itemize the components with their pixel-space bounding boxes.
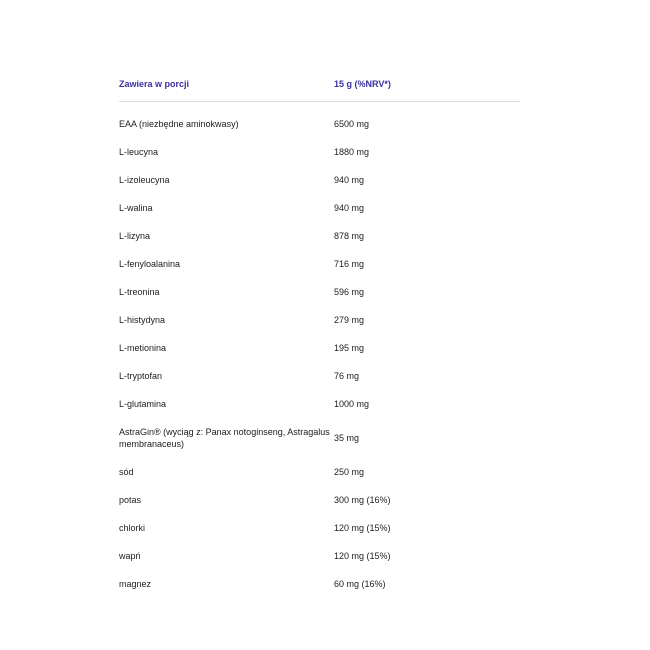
ingredient-value: 120 mg (15%) — [334, 551, 391, 561]
ingredient-name: AstraGin® (wyciąg z: Panax notoginseng, Astragalus membranaceus) — [119, 427, 330, 449]
ingredient-value: 76 mg — [334, 371, 360, 381]
ingredient-value: 279 mg — [334, 315, 365, 325]
ingredient-value: 1880 mg — [334, 147, 370, 157]
table-row — [119, 334, 520, 362]
table-row — [119, 570, 520, 598]
header-ingredient: Zawiera w porcji — [119, 66, 334, 102]
ingredient-name: L-izoleucyna — [119, 175, 170, 185]
ingredient-value: 6500 mg — [334, 119, 370, 129]
header-per-serving: 15 g (%NRV*) — [334, 66, 520, 102]
ingredient-name: chlorki — [119, 523, 146, 533]
table-row — [119, 110, 520, 138]
ingredient-name: L-glutamina — [119, 399, 167, 409]
table-row — [119, 138, 520, 166]
table-row — [119, 306, 520, 334]
table-row — [119, 514, 520, 542]
ingredient-name: L-walina — [119, 203, 153, 213]
ingredient-name: L-lizyna — [119, 231, 151, 241]
table-row — [119, 542, 520, 570]
ingredient-value: 120 mg (15%) — [334, 523, 391, 533]
ingredient-name: L-treonina — [119, 287, 160, 297]
ingredient-name: EAA (niezbędne aminokwasy) — [119, 119, 239, 129]
ingredient-name: L-tryptofan — [119, 371, 163, 381]
ingredient-name: potas — [119, 495, 142, 505]
table-row — [119, 194, 520, 222]
ingredient-value: 1000 mg — [334, 399, 370, 409]
ingredient-name: sód — [119, 467, 134, 477]
table-row — [119, 390, 520, 418]
ingredient-value: 596 mg — [334, 287, 365, 297]
ingredient-value: 716 mg — [334, 259, 365, 269]
table-row — [119, 166, 520, 194]
ingredient-value: 250 mg — [334, 467, 365, 477]
ingredient-name: wapń — [119, 551, 141, 561]
table-row — [119, 250, 520, 278]
ingredient-name: L-fenyloalanina — [119, 259, 181, 269]
ingredient-value: 300 mg (16%) — [334, 495, 391, 505]
ingredient-value: 878 mg — [334, 231, 365, 241]
table-row — [119, 362, 520, 390]
table-row — [119, 278, 520, 306]
ingredient-name: L-histydyna — [119, 315, 166, 325]
table-row — [119, 486, 520, 514]
table-spacer — [119, 102, 520, 111]
table-row — [119, 418, 520, 458]
ingredient-name: magnez — [119, 579, 152, 589]
nutrition-table — [119, 66, 520, 598]
table-row — [119, 222, 520, 250]
ingredient-value: 60 mg (16%) — [334, 579, 386, 589]
ingredient-value: 195 mg — [334, 343, 365, 353]
ingredient-value: 940 mg — [334, 203, 365, 213]
table-header-row — [119, 66, 520, 102]
ingredient-name: L-leucyna — [119, 147, 159, 157]
table-row — [119, 458, 520, 486]
ingredient-value: 940 mg — [334, 175, 365, 185]
ingredient-value: 35 mg — [334, 433, 360, 443]
ingredient-name: L-metionina — [119, 343, 167, 353]
